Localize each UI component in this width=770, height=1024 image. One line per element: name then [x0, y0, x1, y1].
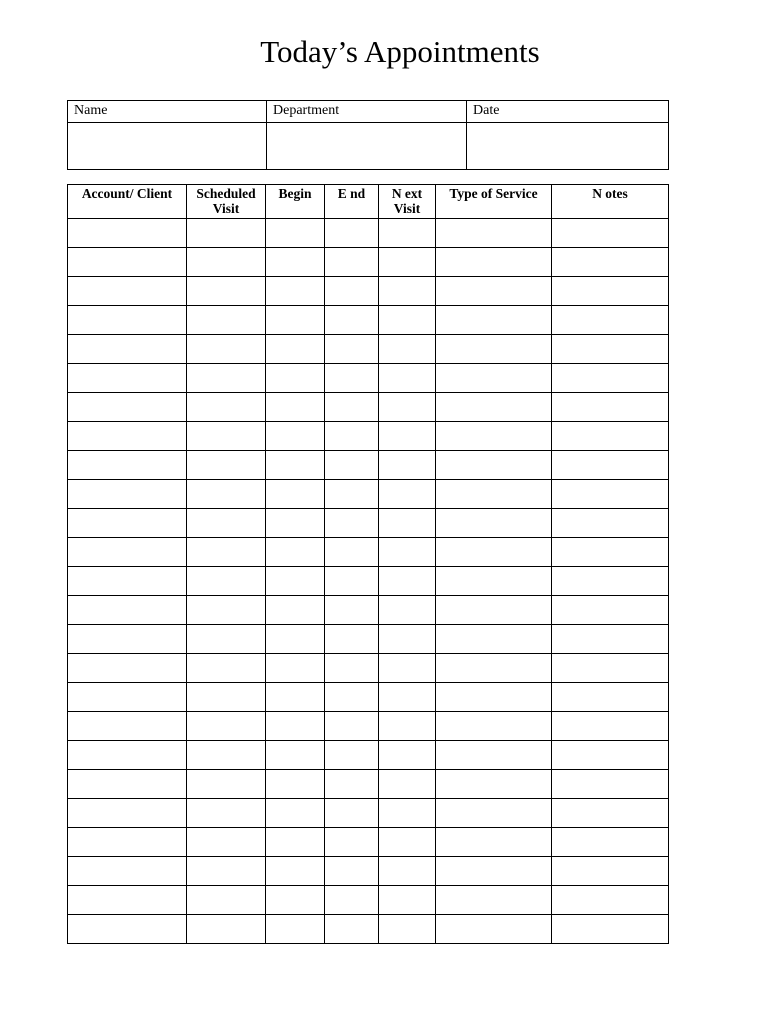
table-row [68, 857, 669, 886]
type-of-service-cell[interactable] [436, 915, 552, 944]
next-visit-cell[interactable] [379, 248, 436, 277]
table-row [68, 277, 669, 306]
table-row [68, 683, 669, 712]
account-client-cell[interactable] [68, 625, 187, 654]
next-visit-cell[interactable] [379, 857, 436, 886]
scheduled-visit-cell[interactable] [187, 654, 266, 683]
next-visit-cell[interactable] [379, 277, 436, 306]
table-row [68, 451, 669, 480]
account-client-cell[interactable] [68, 451, 187, 480]
table-row [68, 335, 669, 364]
end-cell[interactable] [325, 567, 379, 596]
begin-cell[interactable] [266, 654, 325, 683]
begin-cell[interactable] [266, 625, 325, 654]
scheduled-visit-cell[interactable] [187, 277, 266, 306]
next-visit-cell[interactable] [379, 480, 436, 509]
begin-cell[interactable] [266, 277, 325, 306]
notes-cell[interactable] [552, 335, 669, 364]
table-row [68, 422, 669, 451]
type-of-service-cell[interactable] [436, 712, 552, 741]
notes-cell[interactable] [552, 567, 669, 596]
notes-cell[interactable] [552, 625, 669, 654]
account-client-cell[interactable] [68, 799, 187, 828]
notes-cell[interactable] [552, 451, 669, 480]
begin-cell[interactable] [266, 828, 325, 857]
scheduled-visit-cell[interactable] [187, 248, 266, 277]
next-visit-cell[interactable] [379, 335, 436, 364]
appointments-body [68, 219, 669, 944]
begin-cell[interactable] [266, 857, 325, 886]
next-visit-cell[interactable] [379, 654, 436, 683]
begin-cell[interactable] [266, 422, 325, 451]
scheduled-visit-cell[interactable] [187, 886, 266, 915]
department-label: Department [267, 101, 467, 123]
begin-cell[interactable] [266, 886, 325, 915]
notes-cell[interactable] [552, 596, 669, 625]
table-row [68, 538, 669, 567]
account-client-cell[interactable] [68, 596, 187, 625]
account-client-cell[interactable] [68, 364, 187, 393]
account-client-cell[interactable] [68, 886, 187, 915]
next-visit-cell[interactable] [379, 799, 436, 828]
scheduled-visit-cell[interactable] [187, 509, 266, 538]
type-of-service-cell[interactable] [436, 480, 552, 509]
type-of-service-cell[interactable] [436, 277, 552, 306]
type-of-service-cell[interactable] [436, 422, 552, 451]
table-row [68, 219, 669, 248]
next-visit-cell[interactable] [379, 741, 436, 770]
account-client-cell[interactable] [68, 857, 187, 886]
account-client-cell[interactable] [68, 393, 187, 422]
notes-cell[interactable] [552, 509, 669, 538]
scheduled-visit-cell[interactable] [187, 741, 266, 770]
next-visit-cell[interactable] [379, 219, 436, 248]
next-visit-cell[interactable] [379, 712, 436, 741]
type-of-service-cell[interactable] [436, 306, 552, 335]
end-cell[interactable] [325, 538, 379, 567]
page-title: Today’s Appointments [260, 34, 540, 69]
end-cell[interactable] [325, 683, 379, 712]
end-cell[interactable] [325, 248, 379, 277]
next-visit-cell[interactable] [379, 828, 436, 857]
end-cell[interactable] [325, 828, 379, 857]
account-client-cell[interactable] [68, 219, 187, 248]
notes-cell[interactable] [552, 393, 669, 422]
type-of-service-cell[interactable] [436, 335, 552, 364]
header-row [68, 185, 669, 219]
info-label-row [68, 101, 669, 123]
end-cell[interactable] [325, 770, 379, 799]
table-row [68, 654, 669, 683]
next-visit-cell[interactable] [379, 770, 436, 799]
info-value-row [68, 123, 669, 170]
table-row [68, 915, 669, 944]
end-cell[interactable] [325, 886, 379, 915]
table-row [68, 596, 669, 625]
type-of-service-cell[interactable] [436, 393, 552, 422]
notes-cell[interactable] [552, 886, 669, 915]
type-of-service-cell[interactable] [436, 741, 552, 770]
end-cell[interactable] [325, 654, 379, 683]
scheduled-visit-cell[interactable] [187, 480, 266, 509]
end-cell[interactable] [325, 219, 379, 248]
appointments-table [67, 184, 669, 944]
type-of-service-cell[interactable] [436, 219, 552, 248]
next-visit-cell[interactable] [379, 509, 436, 538]
notes-cell[interactable] [552, 741, 669, 770]
end-cell[interactable] [325, 277, 379, 306]
end-cell[interactable] [325, 480, 379, 509]
scheduled-visit-cell[interactable] [187, 596, 266, 625]
scheduled-visit-cell[interactable] [187, 538, 266, 567]
table-row [68, 741, 669, 770]
type-of-service-cell[interactable] [436, 567, 552, 596]
account-client-cell[interactable] [68, 712, 187, 741]
account-client-cell[interactable] [68, 509, 187, 538]
notes-cell[interactable] [552, 799, 669, 828]
next-visit-cell[interactable] [379, 886, 436, 915]
scheduled-visit-cell[interactable] [187, 393, 266, 422]
column-header-notes: N otes [552, 185, 669, 219]
type-of-service-cell[interactable] [436, 828, 552, 857]
begin-cell[interactable] [266, 741, 325, 770]
scheduled-visit-cell[interactable] [187, 799, 266, 828]
next-visit-cell[interactable] [379, 596, 436, 625]
end-cell[interactable] [325, 625, 379, 654]
account-client-cell[interactable] [68, 248, 187, 277]
end-cell[interactable] [325, 915, 379, 944]
next-visit-cell[interactable] [379, 915, 436, 944]
end-cell[interactable] [325, 393, 379, 422]
date-label: Date [467, 101, 669, 123]
type-of-service-cell[interactable] [436, 625, 552, 654]
begin-cell[interactable] [266, 306, 325, 335]
notes-cell[interactable] [552, 828, 669, 857]
begin-cell[interactable] [266, 509, 325, 538]
notes-cell[interactable] [552, 364, 669, 393]
notes-cell[interactable] [552, 277, 669, 306]
end-cell[interactable] [325, 712, 379, 741]
scheduled-visit-cell[interactable] [187, 625, 266, 654]
begin-cell[interactable] [266, 683, 325, 712]
table-row [68, 480, 669, 509]
end-cell[interactable] [325, 857, 379, 886]
account-client-cell[interactable] [68, 538, 187, 567]
notes-cell[interactable] [552, 915, 669, 944]
end-cell[interactable] [325, 509, 379, 538]
table-row [68, 828, 669, 857]
scheduled-visit-cell[interactable] [187, 770, 266, 799]
scheduled-visit-cell[interactable] [187, 422, 266, 451]
table-row [68, 712, 669, 741]
next-visit-cell[interactable] [379, 306, 436, 335]
account-client-cell[interactable] [68, 422, 187, 451]
table-row [68, 625, 669, 654]
end-cell[interactable] [325, 335, 379, 364]
department-field[interactable] [267, 123, 467, 170]
scheduled-visit-cell[interactable] [187, 828, 266, 857]
scheduled-visit-cell[interactable] [187, 915, 266, 944]
end-cell[interactable] [325, 422, 379, 451]
notes-cell[interactable] [552, 683, 669, 712]
end-cell[interactable] [325, 741, 379, 770]
next-visit-cell[interactable] [379, 538, 436, 567]
end-cell[interactable] [325, 596, 379, 625]
scheduled-visit-cell[interactable] [187, 335, 266, 364]
begin-cell[interactable] [266, 915, 325, 944]
info-table [67, 100, 669, 170]
scheduled-visit-cell[interactable] [187, 712, 266, 741]
notes-cell[interactable] [552, 857, 669, 886]
notes-cell[interactable] [552, 538, 669, 567]
account-client-cell[interactable] [68, 306, 187, 335]
type-of-service-cell[interactable] [436, 451, 552, 480]
begin-cell[interactable] [266, 712, 325, 741]
scheduled-visit-cell[interactable] [187, 857, 266, 886]
type-of-service-cell[interactable] [436, 799, 552, 828]
type-of-service-cell[interactable] [436, 596, 552, 625]
type-of-service-cell[interactable] [436, 654, 552, 683]
name-field[interactable] [68, 123, 267, 170]
type-of-service-cell[interactable] [436, 364, 552, 393]
begin-cell[interactable] [266, 451, 325, 480]
table-row [68, 567, 669, 596]
begin-cell[interactable] [266, 393, 325, 422]
begin-cell[interactable] [266, 596, 325, 625]
end-cell[interactable] [325, 799, 379, 828]
end-cell[interactable] [325, 364, 379, 393]
end-cell[interactable] [325, 451, 379, 480]
next-visit-cell[interactable] [379, 625, 436, 654]
notes-cell[interactable] [552, 712, 669, 741]
begin-cell[interactable] [266, 248, 325, 277]
type-of-service-cell[interactable] [436, 770, 552, 799]
notes-cell[interactable] [552, 654, 669, 683]
account-client-cell[interactable] [68, 277, 187, 306]
begin-cell[interactable] [266, 219, 325, 248]
begin-cell[interactable] [266, 799, 325, 828]
next-visit-cell[interactable] [379, 451, 436, 480]
scheduled-visit-cell[interactable] [187, 219, 266, 248]
account-client-cell[interactable] [68, 683, 187, 712]
type-of-service-cell[interactable] [436, 538, 552, 567]
next-visit-cell[interactable] [379, 364, 436, 393]
table-row [68, 306, 669, 335]
scheduled-visit-cell[interactable] [187, 567, 266, 596]
column-header-account-client: Account/ Client [68, 185, 187, 219]
table-row [68, 886, 669, 915]
column-header-type-of-service: Type of Service [436, 185, 552, 219]
column-header-scheduled-visit: Scheduled Visit [187, 185, 266, 219]
begin-cell[interactable] [266, 567, 325, 596]
begin-cell[interactable] [266, 364, 325, 393]
account-client-cell[interactable] [68, 654, 187, 683]
account-client-cell[interactable] [68, 741, 187, 770]
account-client-cell[interactable] [68, 770, 187, 799]
name-label: Name [68, 101, 267, 123]
table-row [68, 770, 669, 799]
notes-cell[interactable] [552, 480, 669, 509]
notes-cell[interactable] [552, 248, 669, 277]
type-of-service-cell[interactable] [436, 683, 552, 712]
account-client-cell[interactable] [68, 915, 187, 944]
type-of-service-cell[interactable] [436, 248, 552, 277]
scheduled-visit-cell[interactable] [187, 364, 266, 393]
type-of-service-cell[interactable] [436, 886, 552, 915]
begin-cell[interactable] [266, 538, 325, 567]
end-cell[interactable] [325, 306, 379, 335]
next-visit-cell[interactable] [379, 422, 436, 451]
table-row [68, 248, 669, 277]
account-client-cell[interactable] [68, 335, 187, 364]
account-client-cell[interactable] [68, 480, 187, 509]
table-row [68, 393, 669, 422]
begin-cell[interactable] [266, 335, 325, 364]
next-visit-cell[interactable] [379, 683, 436, 712]
type-of-service-cell[interactable] [436, 509, 552, 538]
table-row [68, 509, 669, 538]
next-visit-cell[interactable] [379, 393, 436, 422]
notes-cell[interactable] [552, 770, 669, 799]
next-visit-cell[interactable] [379, 567, 436, 596]
scheduled-visit-cell[interactable] [187, 683, 266, 712]
scheduled-visit-cell[interactable] [187, 451, 266, 480]
scheduled-visit-cell[interactable] [187, 306, 266, 335]
column-header-next-visit: N ext Visit [379, 185, 436, 219]
notes-cell[interactable] [552, 306, 669, 335]
column-header-begin: Begin [266, 185, 325, 219]
table-row [68, 364, 669, 393]
notes-cell[interactable] [552, 422, 669, 451]
table-row [68, 799, 669, 828]
begin-cell[interactable] [266, 480, 325, 509]
account-client-cell[interactable] [68, 567, 187, 596]
date-field[interactable] [467, 123, 669, 170]
column-header-end: E nd [325, 185, 379, 219]
account-client-cell[interactable] [68, 828, 187, 857]
notes-cell[interactable] [552, 219, 669, 248]
type-of-service-cell[interactable] [436, 857, 552, 886]
begin-cell[interactable] [266, 770, 325, 799]
